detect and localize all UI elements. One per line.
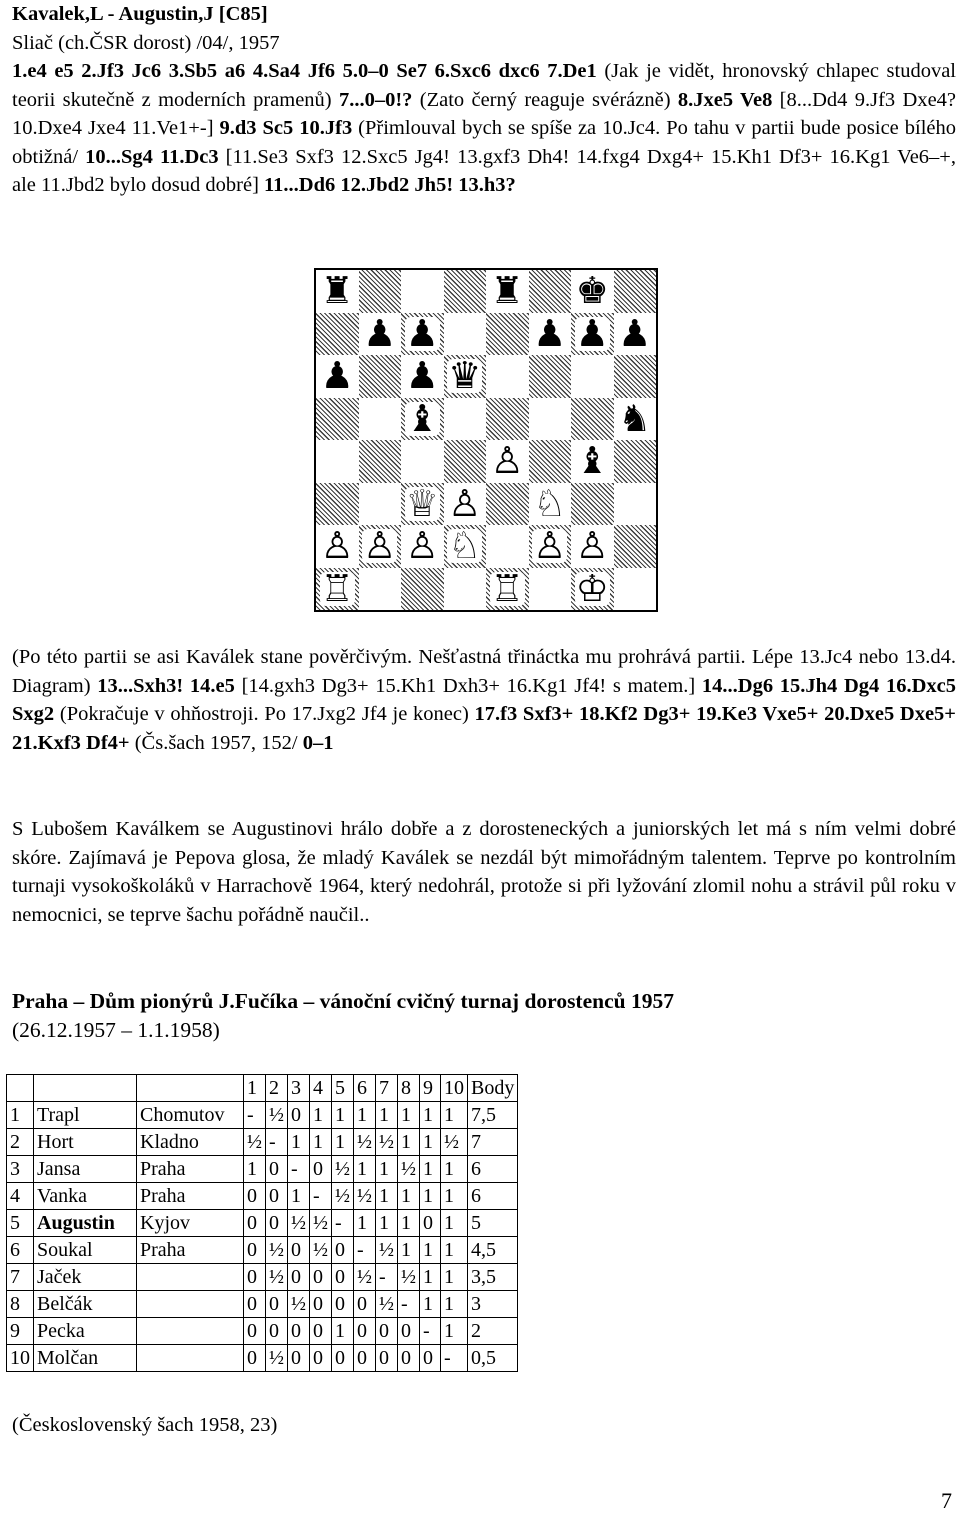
player-name-cell: Trapl <box>34 1102 137 1129</box>
result-cell: ½ <box>376 1237 398 1264</box>
move-sequence: 1.e4 e5 2.Jf3 Jc6 3.Sb5 a6 4.Sa4 Jf6 5.0–0 Se7 6.Sxc6 dxc6 7.De1 <box>12 60 597 82</box>
header-empty-cell <box>34 1075 137 1102</box>
board-square <box>359 440 402 483</box>
header-empty-cell <box>7 1075 34 1102</box>
club-cell <box>137 1345 244 1372</box>
move-sequence: 10...Sg4 11.Dc3 <box>85 145 219 168</box>
player-name-cell: Jansa <box>34 1156 137 1183</box>
result-cell: 0 <box>244 1183 266 1210</box>
result-cell: 0 <box>288 1345 310 1372</box>
player-name-cell: Hort <box>34 1129 137 1156</box>
result-cell: 1 <box>441 1210 468 1237</box>
board-square <box>529 568 572 611</box>
result-cell: 0 <box>376 1345 398 1372</box>
result-cell: 0 <box>266 1156 288 1183</box>
result-cell: 1 <box>310 1102 332 1129</box>
result-cell: 1 <box>288 1183 310 1210</box>
black-pawn-piece: ♟ <box>363 311 397 355</box>
result-cell: - <box>398 1291 420 1318</box>
move-sequence: 9.d3 Sc5 10.Jf3 <box>219 117 353 140</box>
game-moves-part-1 <box>12 57 956 200</box>
board-square <box>359 270 402 313</box>
result-cell: ½ <box>332 1156 354 1183</box>
result-cell: 0 <box>332 1264 354 1291</box>
white-pawn-piece: ♙ <box>363 524 397 567</box>
white-knight-piece: ♘ <box>448 524 482 567</box>
points-cell: 6 <box>468 1156 518 1183</box>
annotation-text: (Zato černý reaguje svérázně) <box>412 88 678 111</box>
result-cell: 0 <box>332 1345 354 1372</box>
result-cell: 0 <box>310 1264 332 1291</box>
game-header <box>12 0 956 57</box>
board-square <box>359 355 402 398</box>
black-king-piece: ♚ <box>575 269 609 312</box>
result-cell: 0 <box>266 1210 288 1237</box>
result-cell: - <box>332 1210 354 1237</box>
white-pawn-piece: ♙ <box>405 524 439 567</box>
result-cell: - <box>244 1102 266 1129</box>
board-square <box>444 440 487 483</box>
table-row <box>7 1291 518 1318</box>
board-square <box>614 270 657 313</box>
result-cell: 0 <box>332 1237 354 1264</box>
annotation-text: (Přimlouval bych se spíše za 10.Jc4. Po tahu v partii bude posice bílého obtižná/ <box>12 117 956 168</box>
header-cell: 10 <box>441 1075 468 1102</box>
result-cell: 1 <box>332 1318 354 1345</box>
board-square <box>571 355 614 398</box>
board-square <box>529 440 572 483</box>
move-sequence: 7...0–0!? <box>338 88 413 111</box>
result-cell: 0 <box>288 1237 310 1264</box>
result-cell: 1 <box>441 1264 468 1291</box>
board-square <box>316 398 359 441</box>
result-cell: 1 <box>420 1156 441 1183</box>
result-cell: 1 <box>398 1102 420 1129</box>
move-sequence: 11...Dd6 12.Jbd2 Jh5! 13.h3? <box>264 174 516 197</box>
white-rook-piece: ♖ <box>320 566 354 610</box>
result-cell: 0 <box>354 1345 376 1372</box>
club-cell <box>137 1318 244 1345</box>
board-square <box>486 355 529 398</box>
board-square <box>444 313 487 356</box>
source-citation: (Československý šach 1958, 23) <box>12 1414 278 1436</box>
chess-diagram <box>314 268 658 612</box>
result-cell: 0 <box>288 1318 310 1345</box>
move-sequence: 13...Sxh3! 14.e5 <box>97 674 235 697</box>
board-square <box>614 525 657 568</box>
black-bishop-piece: ♝ <box>575 439 609 482</box>
commentary-paragraph: S Lubošem Kaválkem se Augustinovi hrálo dobře a z dorosteneckých a juniorských let má s ním velmi dobré skóre. Zajímavá je Pepova glosa, že mladý Kaválek se nezdál být mimořádným talentem. Teprve po kontrolním turnaji vysokoškoláků v Harrachově 1964, který nedohrál, protože si při lyžování zlomil nohu a strávil půl roku v nemocnici, se teprve šachu pořádně naučil.. <box>12 818 956 926</box>
board-square <box>614 483 657 526</box>
move-sequence: 17.f3 Sxf3+ 18.Kf2 Dg3+ 19.Ke3 Vxe5+ 20.Dxe5 Dxe5+ 21.Kxf3 Df4+ <box>12 703 956 754</box>
white-pawn-piece: ♙ <box>533 524 567 567</box>
game-moves-part-2 <box>12 643 956 757</box>
result-cell: - <box>376 1264 398 1291</box>
result-cell: 1 <box>398 1183 420 1210</box>
page-number: 7 <box>941 1488 952 1513</box>
table-row <box>7 1102 518 1129</box>
result-cell: 0 <box>420 1210 441 1237</box>
rank-cell: 1 <box>7 1102 34 1129</box>
black-bishop-piece: ♝ <box>405 396 439 440</box>
result-cell: ½ <box>332 1183 354 1210</box>
white-pawn-piece: ♙ <box>575 524 609 567</box>
result-cell: ½ <box>354 1129 376 1156</box>
table-row <box>7 1210 518 1237</box>
result-cell: 0 <box>310 1156 332 1183</box>
rank-cell: 2 <box>7 1129 34 1156</box>
header-cell: 4 <box>310 1075 332 1102</box>
board-square <box>316 313 359 356</box>
result-cell: 1 <box>376 1183 398 1210</box>
white-pawn-piece: ♙ <box>490 439 524 482</box>
result-cell: 0 <box>266 1318 288 1345</box>
club-cell: Kladno <box>137 1129 244 1156</box>
result-cell: 1 <box>354 1156 376 1183</box>
result-cell: 1 <box>420 1102 441 1129</box>
rank-cell: 3 <box>7 1156 34 1183</box>
board-square <box>614 568 657 611</box>
player-name-cell: Belčák <box>34 1291 137 1318</box>
header-empty-cell <box>137 1075 244 1102</box>
points-cell: 5 <box>468 1210 518 1237</box>
club-cell <box>137 1291 244 1318</box>
player-name-cell: Augustin <box>34 1210 137 1237</box>
board-square <box>529 355 572 398</box>
move-sequence: 0–1 <box>302 731 334 754</box>
rank-cell: 7 <box>7 1264 34 1291</box>
table-header-row <box>7 1075 518 1102</box>
result-cell: 1 <box>376 1102 398 1129</box>
board-square <box>359 398 402 441</box>
header-cell: 6 <box>354 1075 376 1102</box>
table-row <box>7 1237 518 1264</box>
result-cell: ½ <box>266 1102 288 1129</box>
result-cell: 0 <box>332 1291 354 1318</box>
result-cell: 1 <box>420 1264 441 1291</box>
board-square <box>401 568 444 611</box>
header-cell: 8 <box>398 1075 420 1102</box>
table-row <box>7 1345 518 1372</box>
board-square <box>571 398 614 441</box>
result-cell: - <box>310 1183 332 1210</box>
header-cell: 5 <box>332 1075 354 1102</box>
result-cell: 1 <box>441 1183 468 1210</box>
rank-cell: 10 <box>7 1345 34 1372</box>
board-square <box>316 483 359 526</box>
result-cell: 1 <box>332 1102 354 1129</box>
result-cell: 1 <box>376 1156 398 1183</box>
board-square <box>614 440 657 483</box>
result-cell: 1 <box>420 1291 441 1318</box>
result-cell: - <box>354 1237 376 1264</box>
club-cell: Chomutov <box>137 1102 244 1129</box>
player-name-cell: Molčan <box>34 1345 137 1372</box>
table-row <box>7 1264 518 1291</box>
result-cell: ½ <box>266 1264 288 1291</box>
black-pawn-piece: ♟ <box>618 311 652 355</box>
player-name-cell: Pecka <box>34 1318 137 1345</box>
result-cell: 0 <box>244 1264 266 1291</box>
board-square <box>529 398 572 441</box>
board-square <box>486 398 529 441</box>
board-square <box>401 270 444 313</box>
result-cell: 0 <box>310 1318 332 1345</box>
result-cell: ½ <box>288 1291 310 1318</box>
white-queen-piece: ♕ <box>405 481 439 525</box>
points-cell: 4,5 <box>468 1237 518 1264</box>
black-pawn-piece: ♟ <box>575 311 609 355</box>
white-pawn-piece: ♙ <box>448 481 482 525</box>
result-cell: ½ <box>266 1345 288 1372</box>
result-cell: 1 <box>441 1291 468 1318</box>
result-cell: ½ <box>310 1210 332 1237</box>
annotation-text: (Pokračuje v ohňostroji. Po 17.Jxg2 Jf4 je konec) <box>54 703 475 726</box>
points-cell: 7,5 <box>468 1102 518 1129</box>
rank-cell: 8 <box>7 1291 34 1318</box>
black-pawn-piece: ♟ <box>405 311 439 355</box>
annotation-text: (Čs.šach 1957, 152/ <box>129 731 303 754</box>
rank-cell: 9 <box>7 1318 34 1345</box>
result-cell: 1 <box>288 1129 310 1156</box>
result-cell: ½ <box>266 1237 288 1264</box>
result-cell: 1 <box>244 1156 266 1183</box>
result-cell: 0 <box>288 1102 310 1129</box>
result-cell: ½ <box>310 1237 332 1264</box>
result-cell: 1 <box>398 1129 420 1156</box>
board-square <box>359 568 402 611</box>
points-cell: 0,5 <box>468 1345 518 1372</box>
player-name-cell: Jaček <box>34 1264 137 1291</box>
result-cell: 1 <box>441 1156 468 1183</box>
club-cell: Praha <box>137 1183 244 1210</box>
header-cell: 9 <box>420 1075 441 1102</box>
result-cell: 0 <box>244 1345 266 1372</box>
rank-cell: 6 <box>7 1237 34 1264</box>
white-king-piece: ♔ <box>575 566 609 610</box>
result-cell: ½ <box>288 1210 310 1237</box>
result-cell: 1 <box>441 1102 468 1129</box>
result-cell: 0 <box>420 1345 441 1372</box>
annotation-text: [14.gxh3 Dg3+ 15.Kh1 Dxh3+ 16.Kg1 Jf4! s matem.] <box>234 674 702 697</box>
table-row <box>7 1129 518 1156</box>
crosstable <box>6 1074 518 1372</box>
player-name-cell: Soukal <box>34 1237 137 1264</box>
result-cell: ½ <box>376 1291 398 1318</box>
result-cell: 1 <box>398 1237 420 1264</box>
points-cell: 2 <box>468 1318 518 1345</box>
board-square <box>444 270 487 313</box>
points-cell: 3 <box>468 1291 518 1318</box>
result-cell: 1 <box>420 1129 441 1156</box>
board-square <box>486 525 529 568</box>
white-knight-piece: ♘ <box>533 481 567 525</box>
game-title: Kavalek,L - Augustin,J [C85] <box>12 3 268 25</box>
result-cell: 1 <box>441 1318 468 1345</box>
result-cell: 1 <box>354 1210 376 1237</box>
result-cell: 1 <box>310 1129 332 1156</box>
board-square <box>529 270 572 313</box>
club-cell: Kyjov <box>137 1210 244 1237</box>
result-cell: 0 <box>398 1318 420 1345</box>
rank-cell: 4 <box>7 1183 34 1210</box>
result-cell: 0 <box>354 1291 376 1318</box>
result-cell: ½ <box>441 1129 468 1156</box>
result-cell: 0 <box>266 1291 288 1318</box>
table-row <box>7 1156 518 1183</box>
club-cell <box>137 1264 244 1291</box>
result-cell: 1 <box>398 1210 420 1237</box>
result-cell: ½ <box>376 1129 398 1156</box>
result-cell: - <box>420 1318 441 1345</box>
result-cell: 0 <box>376 1318 398 1345</box>
result-cell: 1 <box>376 1210 398 1237</box>
result-cell: - <box>441 1345 468 1372</box>
board-square <box>401 440 444 483</box>
board-square <box>571 483 614 526</box>
black-pawn-piece: ♟ <box>320 354 354 397</box>
annotation-text: [8...Dd4 9.Jf3 Dxe4? 10.Dxe4 Jxe4 11.Ve1+-] <box>12 88 957 140</box>
table-row <box>7 1183 518 1210</box>
result-cell: ½ <box>354 1183 376 1210</box>
header-cell: Body <box>468 1075 518 1102</box>
result-cell: ½ <box>398 1264 420 1291</box>
header-cell: 3 <box>288 1075 310 1102</box>
result-cell: 0 <box>310 1345 332 1372</box>
move-sequence: 14...Dg6 15.Jh4 Dg4 16.Dxc5 Sxg2 <box>12 674 957 726</box>
header-cell: 7 <box>376 1075 398 1102</box>
result-cell: 0 <box>288 1264 310 1291</box>
black-queen-piece: ♛ <box>448 354 482 397</box>
header-cell: 2 <box>266 1075 288 1102</box>
tournament-title: Praha – Dům pionýrů J.Fučíka – vánoční cvičný turnaj dorostenců 1957 <box>12 989 674 1013</box>
annotation-text: (Jak je vidět, hronovský chlapec studoval teorii skutečně z moderních pramenů) <box>12 60 956 111</box>
header-cell: 1 <box>244 1075 266 1102</box>
result-cell: ½ <box>398 1156 420 1183</box>
result-cell: - <box>266 1129 288 1156</box>
result-cell: 0 <box>244 1318 266 1345</box>
white-rook-piece: ♖ <box>490 566 524 610</box>
black-rook-piece: ♜ <box>320 269 354 312</box>
game-event: Sliač (ch.ČSR dorost) /04/, 1957 <box>12 31 280 54</box>
white-pawn-piece: ♙ <box>320 524 354 567</box>
club-cell: Praha <box>137 1237 244 1264</box>
result-cell: 0 <box>244 1291 266 1318</box>
annotation-text: [11.Se3 Sxf3 12.Sxc5 Jg4! 13.gxf3 Dh4! 14.fxg4 Dxg4+ 15.Kh1 Df3+ 16.Kg1 Ve6–+, ale 11.Jbd2 bylo dosud dobré] <box>12 145 956 197</box>
result-cell: ½ <box>244 1129 266 1156</box>
result-cell: 1 <box>332 1129 354 1156</box>
result-cell: - <box>288 1156 310 1183</box>
board-square <box>614 355 657 398</box>
points-cell: 6 <box>468 1183 518 1210</box>
tournament-dates: (26.12.1957 – 1.1.1958) <box>12 1017 220 1042</box>
result-cell: 0 <box>398 1345 420 1372</box>
result-cell: 1 <box>441 1237 468 1264</box>
black-rook-piece: ♜ <box>490 269 524 312</box>
rank-cell: 5 <box>7 1210 34 1237</box>
club-cell: Praha <box>137 1156 244 1183</box>
board-square <box>486 483 529 526</box>
table-row <box>7 1318 518 1345</box>
black-knight-piece: ♞ <box>618 396 652 440</box>
black-pawn-piece: ♟ <box>533 311 567 355</box>
result-cell: 1 <box>420 1183 441 1210</box>
result-cell: 1 <box>420 1237 441 1264</box>
board-square <box>486 313 529 356</box>
result-cell: 0 <box>244 1237 266 1264</box>
result-cell: ½ <box>354 1264 376 1291</box>
board-square <box>444 568 487 611</box>
result-cell: 0 <box>310 1291 332 1318</box>
board-square <box>316 440 359 483</box>
board-square <box>444 398 487 441</box>
points-cell: 7 <box>468 1129 518 1156</box>
black-pawn-piece: ♟ <box>405 354 439 397</box>
result-cell: 0 <box>266 1183 288 1210</box>
annotation-text: (Po této partii se asi Kaválek stane pověrčivým. Nešťastná třináctka mu prohrává partii. Lépe 13.Jc4 nebo 13.d4. Diagram) <box>12 646 956 697</box>
result-cell: 0 <box>244 1210 266 1237</box>
move-sequence: 8.Jxe5 Ve8 <box>677 88 773 111</box>
points-cell: 3,5 <box>468 1264 518 1291</box>
tournament-heading <box>12 987 956 1044</box>
player-name-cell: Vanka <box>34 1183 137 1210</box>
result-cell: 0 <box>354 1318 376 1345</box>
board-square <box>359 483 402 526</box>
result-cell: 1 <box>354 1102 376 1129</box>
